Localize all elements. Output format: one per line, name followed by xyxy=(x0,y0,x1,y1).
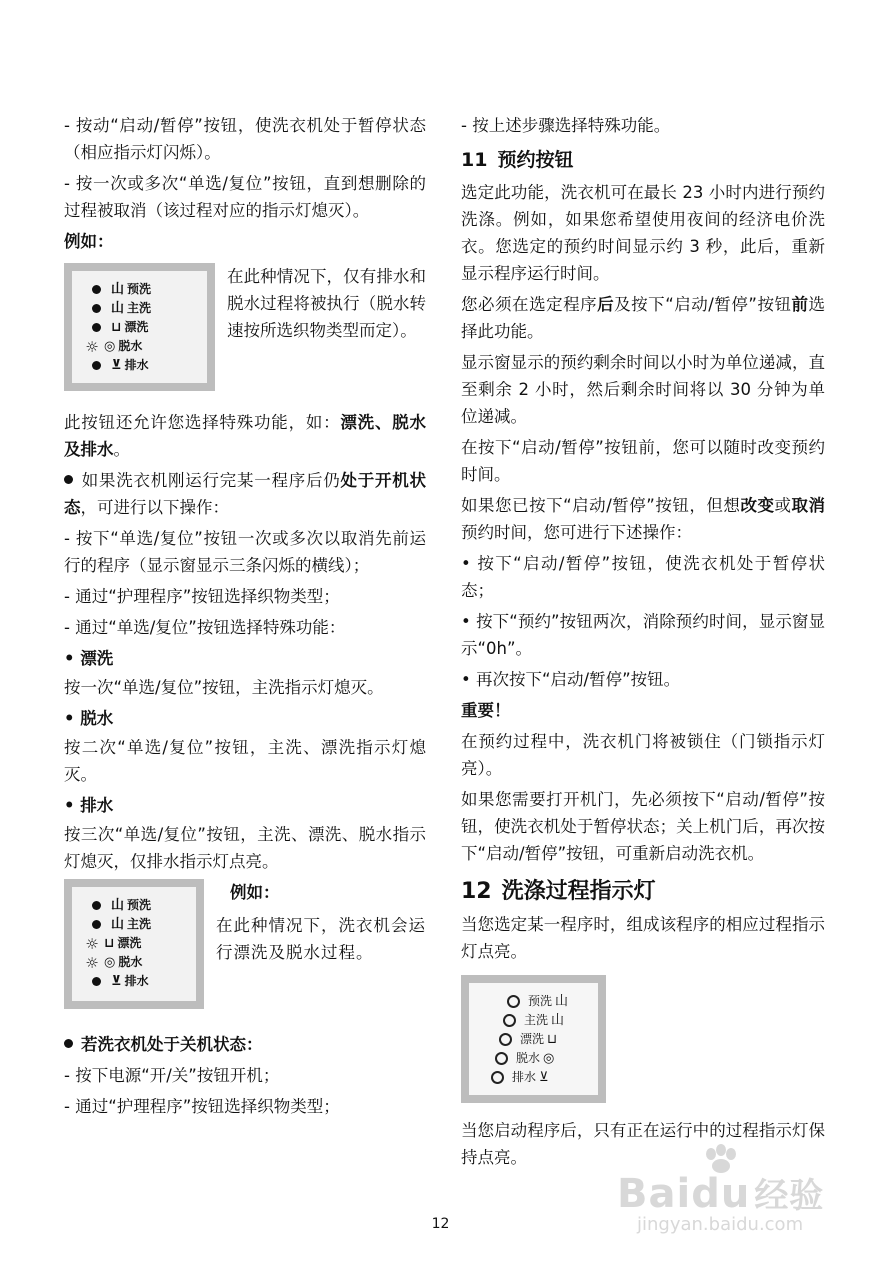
paragraph: 显示窗显示的预约剩余时间以小时为单位递减，直至剩余 2 小时，然后剩余时间将以 30 分钟为单位递减。 xyxy=(461,353,825,426)
bullet-icon xyxy=(64,475,73,484)
lit-dot-icon xyxy=(92,323,101,332)
lit-dot-icon xyxy=(92,920,101,929)
paragraph: - 按上述步骤选择特殊功能。 xyxy=(461,116,671,135)
panel-a-caption: 在此种情况下，仅有排水和脱水过程将被执行（脱水转速按所选织物类型而定）。 xyxy=(227,267,426,340)
indicator-spin: 脱水 ◎ xyxy=(495,1050,554,1067)
lit-dot-icon xyxy=(92,285,101,294)
right-column xyxy=(461,112,825,1175)
flashing-sun-icon: ☼ xyxy=(85,953,99,972)
mainwash-icon: 山 xyxy=(111,917,125,932)
baidu-watermark xyxy=(617,1144,837,1244)
paragraph: 如果您需要打开机门，先必须按下“启动/暂停”按钮，使洗衣机处于暂停状态；关上机门后，再次按下“启动/暂停”按钮，可重新启动洗衣机。 xyxy=(461,790,825,863)
panel-b-caption: 在此种情况下，洗衣机会运行漂洗及脱水过程。 xyxy=(216,916,426,962)
unlit-ring-icon xyxy=(495,1052,508,1065)
lit-dot-icon xyxy=(92,901,101,910)
step: - 按下“单选/复位”按钮一次或多次以取消先前运行的程序（显示窗显示三条闪烁的横线）； xyxy=(64,529,426,575)
drain-icon: ⊻ xyxy=(539,1070,549,1085)
spin-heading: • 脱水 xyxy=(64,709,114,728)
example-label: 例如： xyxy=(230,883,280,902)
list-item: • 再次按下“启动/暂停”按钮。 xyxy=(461,670,681,689)
watermark-url: jingyan.baidu.com xyxy=(637,1214,804,1235)
paragraph: 如果您已按下“启动/暂停”按钮，但想改变或取消预约时间，您可进行下述操作： xyxy=(461,496,825,542)
indicator-spin: ☼ ◎ 脱水 xyxy=(85,337,143,356)
indicator-prewash: 山 预洗 xyxy=(92,281,151,298)
indicator-prewash: 预洗 山 xyxy=(507,993,568,1010)
paragraph: 在预约过程中，洗衣机门将被锁住（门锁指示灯亮）。 xyxy=(461,732,825,778)
paragraph-special: 此按钮还允许您选择特殊功能，如：漂洗、脱水及排水。 xyxy=(64,413,427,459)
rinse-text: 按一次“单选/复位”按钮，主洗指示灯熄灭。 xyxy=(64,678,384,697)
flashing-sun-icon: ☼ xyxy=(85,934,99,953)
unlit-ring-icon xyxy=(503,1014,516,1027)
bullet-icon xyxy=(64,1039,73,1048)
drain-icon: ⊻ xyxy=(111,974,122,989)
indicator-rinse: ⊔ 漂洗 xyxy=(92,319,148,336)
indicator-prewash: 山 预洗 xyxy=(92,897,151,914)
mainwash-icon: 山 xyxy=(111,301,125,316)
indicator-panel-c xyxy=(461,975,606,1103)
left-column xyxy=(64,112,426,1124)
step: - 通过“护理程序”按钮选择织物类型； xyxy=(64,587,340,606)
unlit-ring-icon xyxy=(499,1033,512,1046)
flashing-sun-icon: ☼ xyxy=(85,337,99,356)
prewash-icon: 山 xyxy=(111,282,125,297)
prewash-icon: 山 xyxy=(555,994,569,1009)
paragraph: 在按下“启动/暂停”按钮前，您可以随时改变预约时间。 xyxy=(461,438,825,484)
indicator-drain: ⊻ 排水 xyxy=(92,973,149,990)
paragraph: 您必须在选定程序后及按下“启动/暂停”按钮前选择此功能。 xyxy=(461,295,825,341)
bullet-off-state: 若洗衣机处于关机状态： xyxy=(64,1031,426,1058)
spin-icon: ◎ xyxy=(104,339,116,354)
indicator-mainwash: 主洗 山 xyxy=(503,1012,564,1029)
indicator-rinse: ☼ ⊔ 漂洗 xyxy=(85,934,142,953)
indicator-panel-b xyxy=(64,879,204,1009)
paragraph: - 按一次或多次“单选/复位”按钮，直到想删除的过程被取消（该过程对应的指示灯熄灭）。 xyxy=(64,174,426,220)
rinse-icon: ⊔ xyxy=(104,936,115,951)
rinse-icon: ⊔ xyxy=(547,1032,558,1047)
indicator-mainwash: 山 主洗 xyxy=(92,916,151,933)
lit-dot-icon xyxy=(92,304,101,313)
section-12-heading: 12 洗涤过程指示灯 xyxy=(461,879,656,904)
list-item: • 按下“启动/暂停”按钮，使洗衣机处于暂停状态； xyxy=(461,554,825,600)
paragraph: 选定此功能，洗衣机可在最长 23 小时内进行预约洗涤。例如，如果您希望使用夜间的经济电价洗衣。您选定的预约时间显示约 3 秒，此后，重新显示程序运行时间。 xyxy=(461,183,825,283)
example-label: 例如： xyxy=(64,232,114,251)
paragraph: - 按动“启动/暂停”按钮，使洗衣机处于暂停状态（相应指示灯闪烁）。 xyxy=(64,116,426,162)
step: - 通过“单选/复位”按钮选择特殊功能： xyxy=(64,618,346,637)
drain-icon: ⊻ xyxy=(111,358,122,373)
lit-dot-icon xyxy=(92,977,101,986)
spin-icon: ◎ xyxy=(543,1051,555,1066)
indicator-drain: ⊻ 排水 xyxy=(92,357,149,374)
unlit-ring-icon xyxy=(507,995,520,1008)
rinse-heading: • 漂洗 xyxy=(64,649,114,668)
indicator-rinse: 漂洗 ⊔ xyxy=(499,1031,557,1048)
page-number: 12 xyxy=(431,1216,450,1232)
example-row-a xyxy=(64,263,426,391)
step: - 通过“护理程序”按钮选择织物类型； xyxy=(64,1097,340,1116)
lit-dot-icon xyxy=(92,361,101,370)
important-label: 重要！ xyxy=(461,701,511,720)
bullet-on-state: 如果洗衣机刚运行完某一程序后仍处于开机状态，可进行以下操作： xyxy=(64,471,426,517)
watermark-brand: Baidu 经验 xyxy=(617,1171,825,1217)
drain-heading: • 排水 xyxy=(64,796,114,815)
paragraph: 当您选定某一程序时，组成该程序的相应过程指示灯点亮。 xyxy=(461,915,825,961)
indicator-spin: ☼ ◎ 脱水 xyxy=(85,953,143,972)
panel-b-caption-block xyxy=(216,879,426,1009)
list-item: • 按下“预约”按钮两次，消除预约时间，显示窗显示“0h”。 xyxy=(461,612,825,658)
paragraph: 当您启动程序后，只有正在运行中的过程指示灯保持点亮。 xyxy=(461,1121,825,1167)
spin-icon: ◎ xyxy=(104,955,116,970)
section-11-heading: 11 预约按钮 xyxy=(461,149,574,171)
step: - 按下电源“开/关”按钮开机； xyxy=(64,1066,280,1085)
unlit-ring-icon xyxy=(491,1071,504,1084)
indicator-drain: 排水 ⊻ xyxy=(491,1069,549,1086)
rinse-icon: ⊔ xyxy=(111,320,122,335)
indicator-panel-a xyxy=(64,263,215,391)
spin-text: 按二次“单选/复位”按钮，主洗、漂洗指示灯熄灭。 xyxy=(64,738,426,784)
mainwash-icon: 山 xyxy=(551,1013,565,1028)
example-row-b xyxy=(64,879,426,1009)
indicator-mainwash: 山 主洗 xyxy=(92,300,151,317)
prewash-icon: 山 xyxy=(111,898,125,913)
drain-text: 按三次“单选/复位”按钮，主洗、漂洗、脱水指示灯熄灭，仅排水指示灯点亮。 xyxy=(64,825,426,871)
